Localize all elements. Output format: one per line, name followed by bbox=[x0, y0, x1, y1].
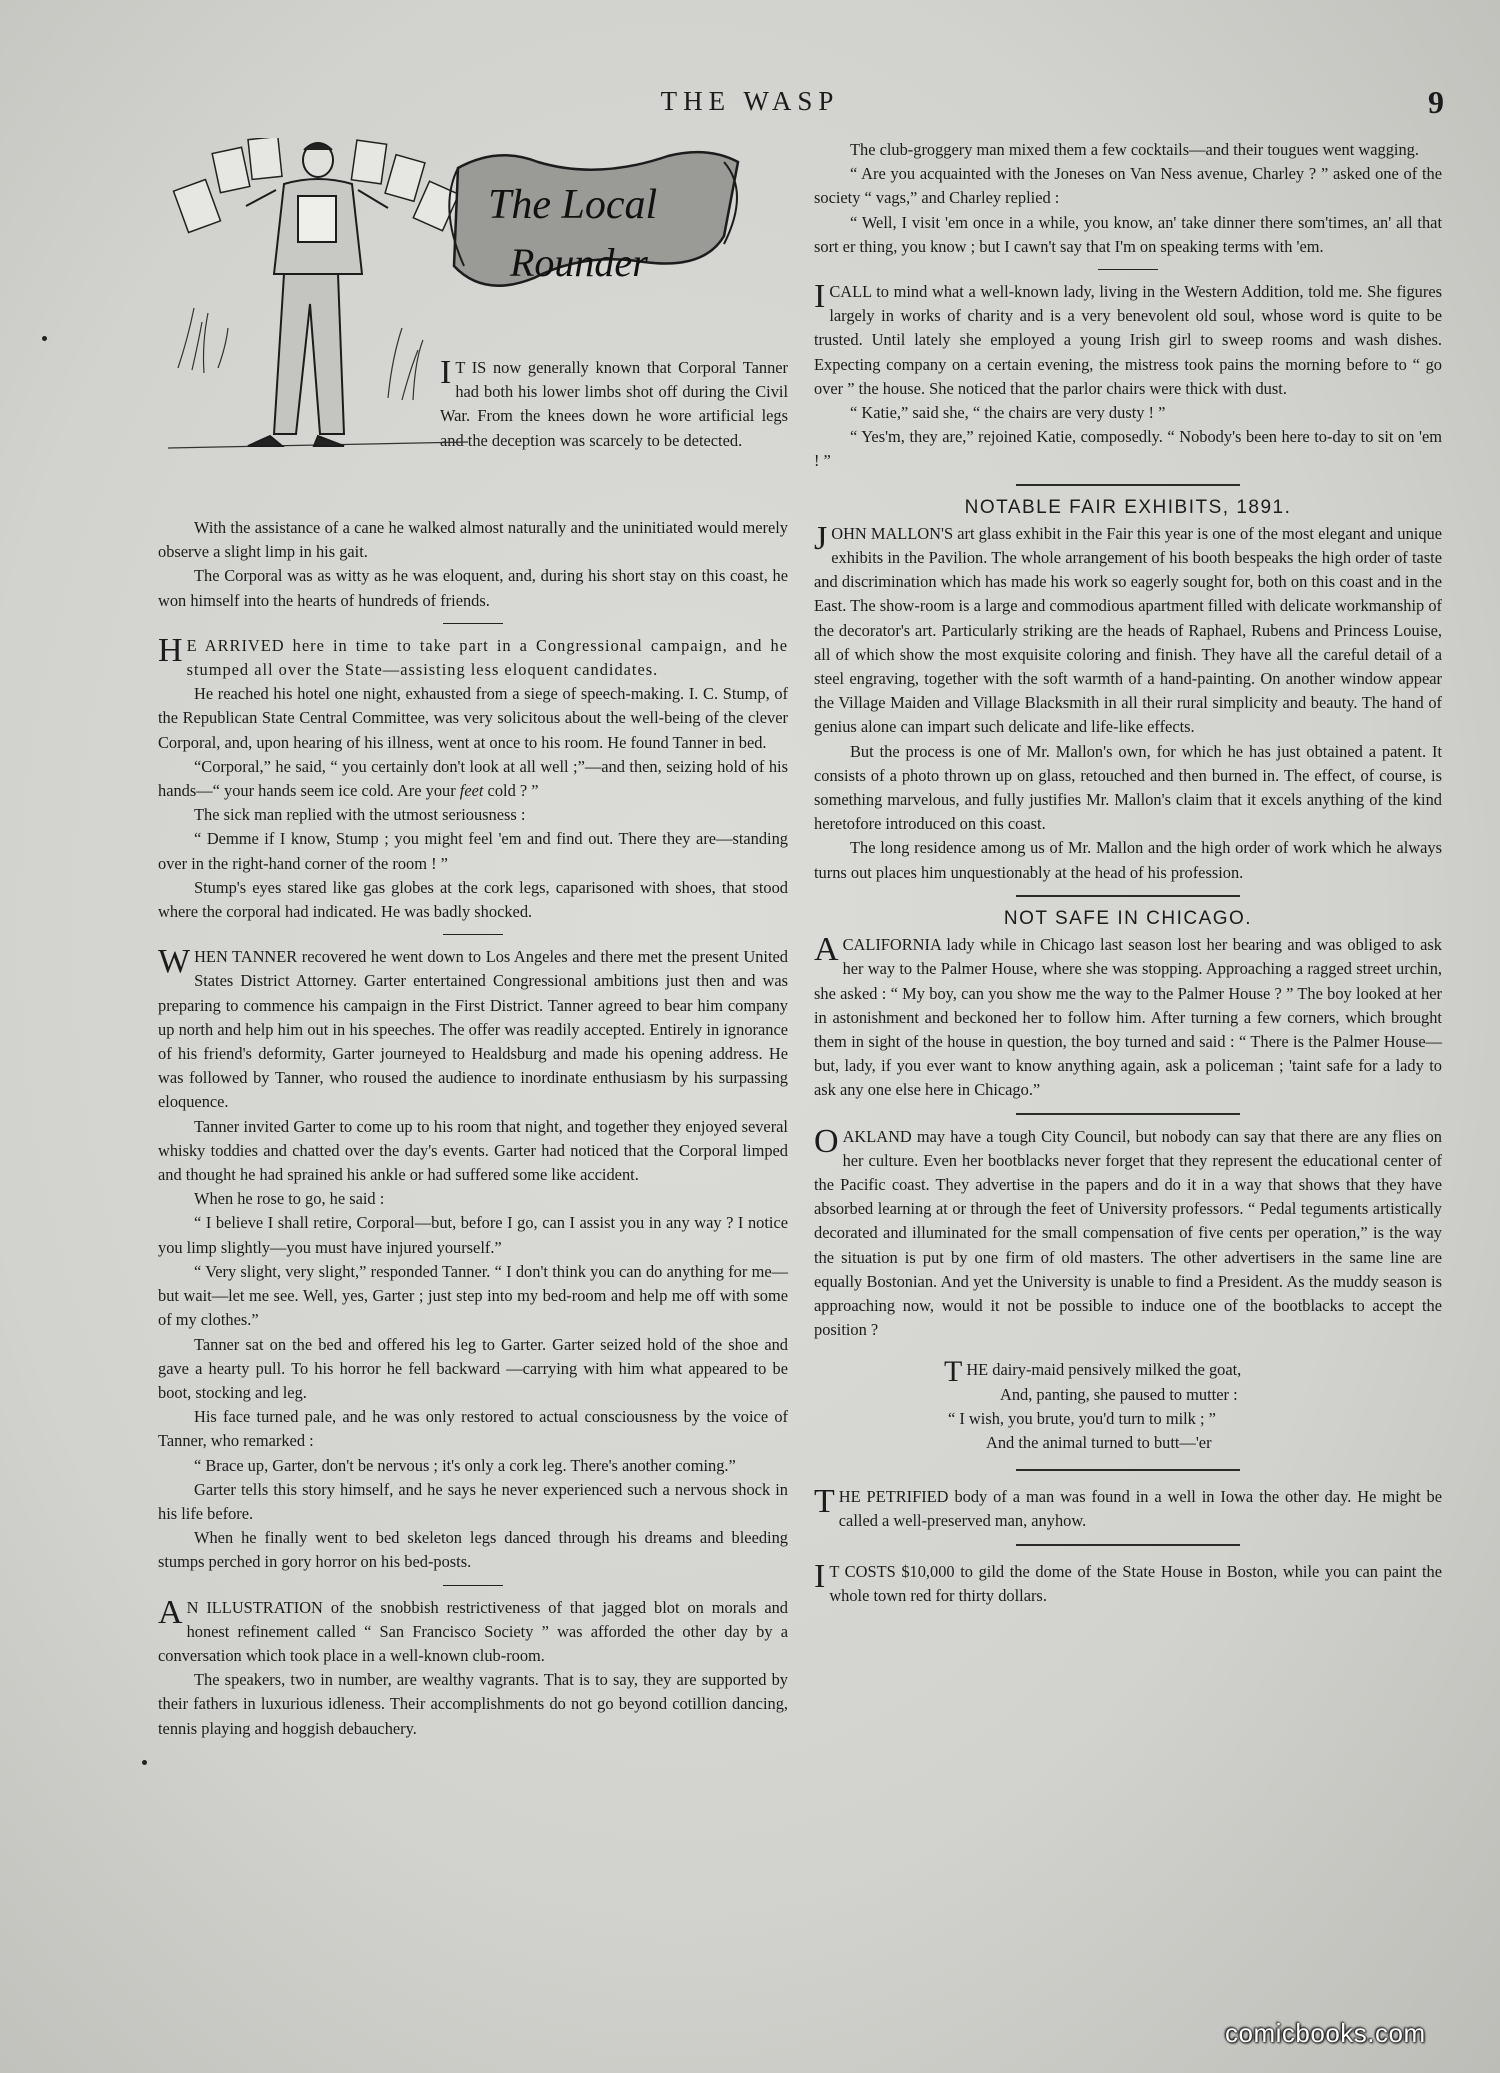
poem-line: “ I wish, you brute, you'd turn to milk ; ” bbox=[948, 1408, 1216, 1428]
poem-line: HE dairy-maid pensively milked the goat, bbox=[966, 1360, 1242, 1380]
section-lead: ACALIFORNIA lady while in Chicago last season lost her bearing and was obliged to ask her way to the Palmer House, where she was stopping. Approaching a ragged street urchin, she asked : “ My boy, can you show me the way to the Palmer House ? ” The boy looked at her in astonishment and beckoned her to follow him. After turning a few corners, which brought them in sight of the house in question, the boy turned and said : “ There is the Palmer House—but, lady, if you ever want to know anything again, ask a policeman ; 'taint safe for a lady to ask any one else here in Chicago.” bbox=[814, 931, 1442, 1100]
section-lead: JOHN MALLON'S art glass exhibit in the Fair this year is one of the most elegant and unique exhibits in the Pavilion. The whole arrangement of his booth bespeaks the high order of taste and discrimination which has made his work so eagerly sought for, both on this coast and in the East. The show-room is a large and commodious apartment filled with delicate workmanship of the decorator's art. Particularly striking are the heads of Raphael, Rubens and Princess Louise, all of which show the most exquisite coloring and finish. They have all the careful detail of a steel engraving, together with the soft warmth of a hand-painting. On another window appear the Village Maiden and Village Blacksmith in all their rural simplicity and beauty. The hand of genius alone can impart such delicate and life-like effects. bbox=[814, 519, 1442, 737]
paragraph: “ I believe I shall retire, Corporal—but, before I go, can I assist you in any way ? I notice you limp slightly—you must have injured yourself.” bbox=[158, 1213, 788, 1257]
masthead-title: THE WASP bbox=[660, 86, 840, 116]
banner-title-line2: Rounder bbox=[510, 240, 648, 285]
paragraph: But the process is one of Mr. Mallon's own, for which he has just obtained a patent. It consists of a photo thrown up on glass, retouched and then burned in. The effect, of course, is something marvelous, and fully justifies Mr. Mallon's claim that it excels anything of the kind heretofore introduced on this coast. bbox=[814, 741, 1442, 834]
right-column bbox=[814, 138, 1442, 1608]
poem-line: And, panting, she paused to mutter : bbox=[1000, 1384, 1238, 1404]
paragraph: “ Katie,” said she, “ the chairs are very dusty ! ” bbox=[850, 403, 1166, 423]
poem bbox=[944, 1355, 1442, 1455]
paragraph: With the assistance of a cane he walked almost naturally and the uninitiated would merely observe a slight limp in his gait. bbox=[158, 518, 788, 562]
paragraph: The sick man replied with the utmost seriousness : bbox=[194, 805, 526, 825]
paragraph: “ Well, I visit 'em once in a while, you know, an' take dinner there som'times, an' all that sort er thing, you know ; but I cawn't say that I'm on speaking terms with 'em. bbox=[814, 212, 1442, 256]
article1-lead-text: T IS now generally known that Corporal Tanner had both his lower limbs shot off during the Civil War. From the knees down he wore artificial legs and the deception was scarcely to be detected. bbox=[440, 358, 788, 450]
section-lead: THE PETRIFIED body of a man was found in a well in Iowa the other day. He might be called a well-preserved man, anyhow. bbox=[814, 1483, 1442, 1531]
paragraph: His face turned pale, and he was only restored to actual consciousness by the voice of Tanner, who remarked : bbox=[158, 1407, 788, 1451]
section-divider bbox=[1016, 895, 1240, 897]
paragraph: Stump's eyes stared like gas globes at the cork legs, caparisoned with shoes, that stood where the corporal had indicated. He was badly shocked. bbox=[158, 877, 788, 922]
drop-cap: H bbox=[158, 631, 183, 669]
paragraph: The long residence among us of Mr. Mallon and the high order of work which he always turns out places him unquestionably at the head of his profession. bbox=[814, 838, 1442, 882]
section-divider bbox=[1016, 1469, 1240, 1471]
drop-cap: I bbox=[814, 1557, 826, 1595]
section-divider bbox=[1098, 269, 1158, 270]
drop-cap: T bbox=[944, 1355, 963, 1389]
paragraph: “ Brace up, Garter, don't be nervous ; it's only a cork leg. There's another coming.” bbox=[194, 1455, 736, 1475]
section-divider bbox=[443, 1585, 503, 1586]
print-speck bbox=[42, 336, 47, 341]
paragraph: When he finally went to bed skeleton legs danced through his dreams and bleeding stumps perched in gory horror on his bed-posts. bbox=[158, 1528, 788, 1572]
page-number: 9 bbox=[1428, 84, 1444, 120]
local-rounder-illustration bbox=[158, 138, 788, 518]
paragraph: “ Very slight, very slight,” responded Tanner. “ I don't think you can do anything for me—but wait—let me see. Well, yes, Garter ; just step into my bed-room and help me off with some of my clothes.” bbox=[158, 1261, 788, 1330]
section-divider bbox=[443, 934, 503, 935]
drop-cap: W bbox=[158, 943, 191, 981]
drop-cap: J bbox=[814, 519, 828, 557]
section-heading: NOTABLE FAIR EXHIBITS, 1891. bbox=[964, 496, 1292, 518]
section-divider bbox=[1016, 1544, 1240, 1546]
paragraph: “Corporal,” he said, “ you certainly don't look at all well ;”—and then, seizing hold of his hands—“ your hands seem ice cold. Are your feet cold ? ” bbox=[158, 756, 788, 801]
paragraph: “ Yes'm, they are,” rejoined Katie, composedly. “ Nobody's been here to-day to sit on 'em ! ” bbox=[814, 427, 1442, 471]
banner-title-line1: The Local bbox=[488, 182, 658, 228]
section-divider bbox=[1016, 484, 1240, 486]
section-lead: OAKLAND may have a tough City Council, but nobody can say that there are any flies on her culture. Even her bootblacks never forget that they represent the educational center of the Pacific coast. They advertise in the papers and do it in a way that shows that they have absorbed learning at or through the feet of University professors. “ Pedal teguments artistically decorated and illuminated for the small compensation of five cents per operation,” is the way the situation is put by one firm of old masters. The other advertisers in the same line are equally Bostonian. And yet the University is unable to find a President. As the muddy season is approaching now, would it not be possible to induce one of the bootblacks to accept the position ? bbox=[814, 1122, 1442, 1340]
drop-cap: I bbox=[440, 354, 452, 391]
paragraph: Tanner sat on the bed and offered his leg to Garter. Garter seized hold of the shoe and gave a hearty pull. To his horror he fell backward —carrying with him what appeared to be boot, stocking and leg. bbox=[158, 1334, 788, 1402]
print-speck bbox=[142, 1760, 147, 1765]
section-divider bbox=[443, 623, 503, 624]
drop-cap: A bbox=[158, 1593, 183, 1631]
paragraph: When he rose to go, he said : bbox=[194, 1189, 385, 1209]
poem-line: And the animal turned to butt—'er bbox=[986, 1432, 1212, 1452]
paragraph: The club-groggery man mixed them a few cocktails—and their tougues went wagging. bbox=[850, 140, 1419, 159]
section-heading: NOT SAFE IN CHICAGO. bbox=[1003, 907, 1253, 929]
paragraph: He reached his hotel one night, exhausted from a siege of speech-making. I. C. Stump, of the Republican State Central Committee, was very solicitous about the well-being of the clever Corporal, and, upon hearing of his illness, went at once to his room. He found Tanner in bed. bbox=[158, 684, 788, 752]
paragraph: Tanner invited Garter to come up to his room that night, and together they enjoyed several whisky toddies and chatted over the day's events. Garter had noticed that the Corporal limped and thought he had sprained his ankle or had suffered some like accident. bbox=[158, 1116, 788, 1185]
illustration-header bbox=[158, 138, 788, 356]
section-lead: WHEN TANNER recovered he went down to Los Angeles and there met the present United States District Attorney. Garter entertained Congressional ambitions just then and was preparing to commence his campaign in the First District. Tanner agreed to bear him company up north and help him out in his speeches. The offer was readily accepted. Entirely in ignorance of his friend's deformity, Garter journeyed to Healdsburg and made his opening address. He was followed by Tanner, who roused the audience to inordinate enthusiasm by his surpassing eloquence. bbox=[158, 943, 788, 1112]
section-lead: I T COSTS $10,000 to gild the dome of the State House in Boston, while you can paint the whole town red for thirty dollars. bbox=[814, 1557, 1442, 1605]
section-lead: A N ILLUSTRATION of the snobbish restrictiveness of that jagged blot on morals and honest refinement called “ San Francisco Society ” was afforded the other day by a conversation which took place in a well-known club-room. bbox=[158, 1593, 788, 1665]
drop-cap: A bbox=[814, 931, 839, 969]
drop-cap: O bbox=[814, 1122, 839, 1160]
paragraph: The Corporal was as witty as he was eloquent, and, during his short stay on this coast, he won himself into the hearts of hundreds of friends. bbox=[158, 566, 788, 610]
section-lead: H E ARRIVED here in time to take part in a Congressional campaign, and he stumped all over the State—assisting less eloquent candidates. bbox=[158, 631, 788, 680]
paragraph: “ Are you acquainted with the Joneses on Van Ness avenue, Charley ? ” asked one of the society “ vags,” and Charley replied : bbox=[814, 164, 1442, 208]
left-column bbox=[158, 138, 788, 1741]
section-lead: ICALL to mind what a well-known lady, living in the Western Addition, told me. She figures largely in works of charity and is a very benevolent old soul, whose word is quite to be trusted. Until lately she employed a young Irish girl to sweep rooms and wash dishes. Expecting company on a certain evening, the mistress took pains the morning before to “ go over ” the house. She noticed that the parlor chairs were thick with dust. bbox=[814, 278, 1442, 398]
paragraph: Garter tells this story himself, and he says he never experienced such a nervous shock in his life before. bbox=[158, 1479, 788, 1523]
drop-cap: I bbox=[814, 278, 826, 316]
paragraph: The speakers, two in number, are wealthy vagrants. That is to say, they are supported by their fathers in luxurious idleness. Their accomplishments do not go beyond cotillion dancing, tennis playing and hoggish debauchery. bbox=[158, 1670, 788, 1738]
drop-cap: T bbox=[814, 1483, 835, 1521]
watermark: comicbooks.com bbox=[1225, 2018, 1426, 2048]
paragraph: “ Demme if I know, Stump ; you might feel 'em and find out. There they are—standing over in the right-hand corner of the room ! ” bbox=[158, 829, 788, 873]
section-divider bbox=[1016, 1113, 1240, 1115]
